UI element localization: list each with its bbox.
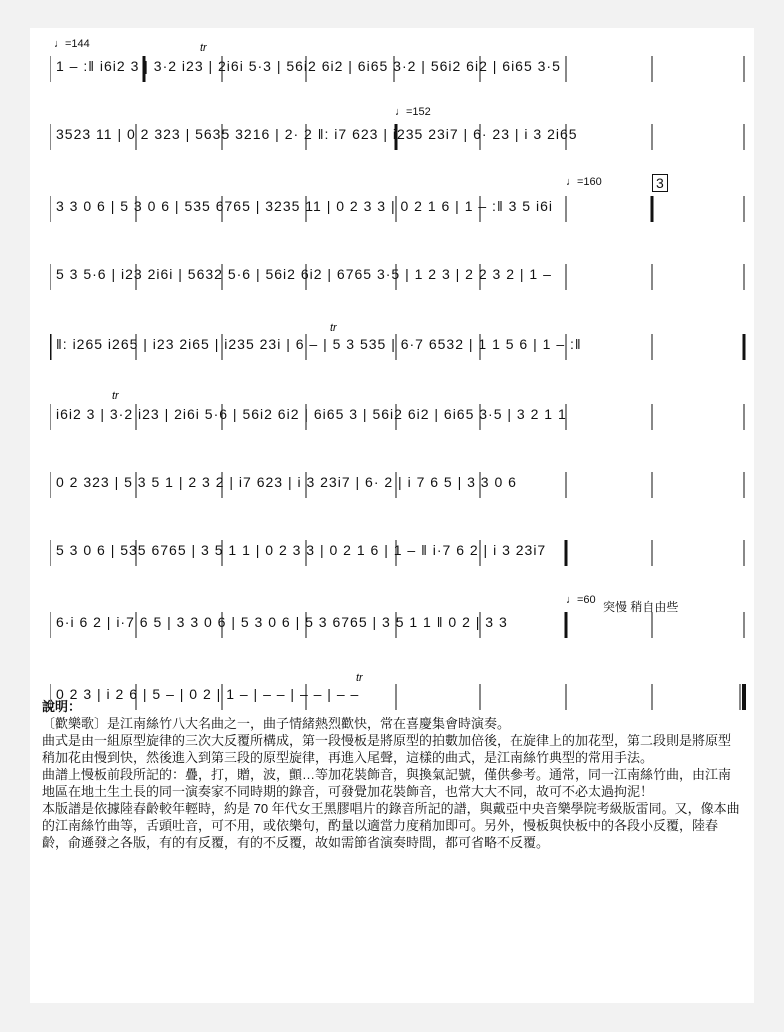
notation-row: i6i2 3 | 3·2 i23 | 2i6i 5·6 | 56i2 6i2 | 6i65 3 | 56i2 6i2 | 6i65 3·5 | 3 2 1 1 [56,406,567,422]
notation-row: 3523 11 | 0 2 323 | 5635 3216 | 2· 2 ‖: i7 623 | i235 23i7 | 6· 23 | i 3 2i65 [56,126,578,142]
staff-row-2 [50,120,746,160]
tempo-text: 突慢 稍自由些 [603,600,679,614]
staff-row-3 [50,192,746,232]
notation-row: 5 3 5·6 | i23 2i6i | 5632 5·6 | 56i2 6i2 | 6765 3·5 | 1 2 3 | 2 2 3 2 | 1 – [56,266,552,282]
trill-mark: tr [330,322,337,334]
trill-mark: tr [112,390,119,402]
staff-row-4 [50,260,746,300]
tempo-mark-60: ♩=60 [566,594,596,606]
staff-row-7 [50,468,746,508]
section-mark: 3 [652,174,668,192]
staff-row-6 [50,400,746,440]
notes-paragraph: 〔歡樂歌〕是江南絲竹八大名曲之一，曲子情緒熱烈歡快，常在喜慶集會時演奏。 [42,716,511,731]
notes-paragraph: 本版譜是依據陸春齡較年輕時，約是 70 年代女王黑膠唱片的錄音所記的譜，與戴亞中央音樂學院考級版雷同。又，像本曲的江南絲竹曲等，舌頭吐音，可不用，或依樂句，酌量以適當力度稍加即可。另外，慢板與快板中的各段小反覆，陸春齡，俞遜發之各版，有的有反覆，有的不反覆，故如需節省演奏時間，都可省略不反覆。 [42,801,740,850]
score-page [30,28,754,1003]
notes-paragraph: 曲譜上慢板前段所記的：疊，打，贈，波，顫…等加花裝飾音，與換氣記號，僅供參考。通常，同一江南絲竹曲，由江南地區在地土生土長的同一演奏家不同時期的錄音，可發覺加花裝飾音，也常大大不同，故可不必太過拘泥！ [42,767,732,799]
notes-paragraph: 曲式是由一組原型旋律的三次大反覆所構成，第一段慢板是將原型的拍數加倍後，在旋律上的加花型，第二段則是將原型稍加花由慢到快，然後進入到第三段的原型旋律，再進入尾聲，這樣的曲式，是江南絲竹典型的常用手法。 [42,733,732,765]
tempo-mark-144: ♩=144 [54,38,90,50]
staff-row-9 [50,608,746,648]
staff-row-8 [50,536,746,576]
tempo-mark-160: ♩=160 [566,176,602,188]
notation-row: 0 2 323 | 5 3 5 1 | 2 3 2 | i7 623 | i 3 23i7 | 6· 2 | i 7 6 5 | 3 3 0 6 [56,474,517,490]
staff-row-5 [50,330,746,370]
trill-mark: tr [356,672,363,684]
explanation-notes [42,698,742,851]
tempo-mark-152: ♩=152 [395,106,431,118]
notation-row: 0 2 3 | i 2 6 | 5 – | 0 2 | 1 – | – – | – – | – – [56,686,360,702]
notation-row: 1 – :‖ i6i2 3 | 3·2 i23 | 2i6i 5·3 | 56i2 6i2 | 6i65 3·2 | 56i2 6i2 | 6i65 3·5 [56,58,561,74]
notation-row: 5 3 0 6 | 535 6765 | 3 5 1 1 | 0 2 3 3 | 0 2 1 6 | 1 – ‖ i·7 6 2 | i 3 23i7 [56,542,547,558]
notation-row: 6·i 6 2 | i·7 6 5 | 3 3 0 6 | 5 3 0 6 | 5 3 6765 | 3 5 1 1 ‖ 0 2 | 3 3 [56,614,508,630]
trill-mark: tr [200,42,207,54]
notation-row: 3 3 0 6 | 5 3 0 6 | 535 6765 | 3235 11 | 0 2 3 3 | 0 2 1 6 | 1 – :‖ 3 5 i6i [56,198,553,214]
staff-row-1 [50,52,746,92]
notes-heading: 說明： [42,699,82,714]
notation-row: ‖: i265 i265 | i23 2i65 | i235 23i | 6 – | 5 3 535 | 6·7 6532 | 1 1 5 6 | 1 – :‖ [56,336,582,352]
